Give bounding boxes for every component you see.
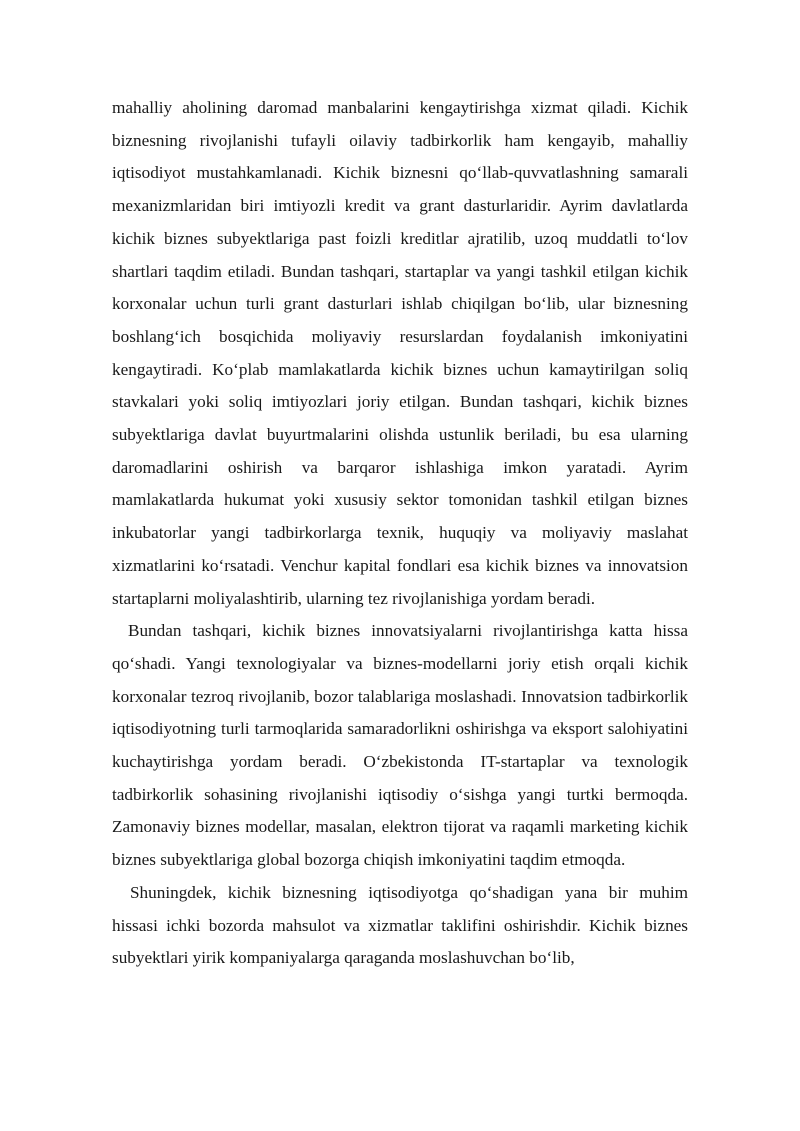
body-text <box>112 92 688 975</box>
paragraph-2: Bundan tashqari, kichik biznes innovatsiyalarni rivojlantirishga katta hissa qo‘shadi. Yangi texnologiyalar va biznes-modellarni joriy etish orqali kichik korxonalar tezroq rivojlanib, bozor talablariga moslashadi. Innovatsion tadbirkorlik iqtisodiyotning turli tarmoqlarida samaradorlikni oshirishga va eksport salohiyatini kuchaytirishga yordam beradi. O‘zbekistonda IT-startaplar va texnologik tadbirkorlik sohasining rivojlanishi iqtisodiy o‘sishga yangi turtki bermoqda. Zamonaviy biznes modellar, masalan, elektron tijorat va raqamli marketing kichik biznes subyektlariga global bozorga chiqish imkoniyatini taqdim etmoqda. <box>112 621 688 870</box>
paragraph-1: mahalliy aholining daromad manbalarini kengaytirishga xizmat qiladi. Kichik biznesning rivojlanishi tufayli oilaviy tadbirkorlik ham kengayib, mahalliy iqtisodiyot mustahkamlanadi. Kichik biznesni qo‘llab-quvvatlashning samarali mexanizmlaridan biri imtiyozli kredit va grant dasturlaridir. Ayrim davlatlarda kichik biznes subyektlariga past foizli kreditlar ajratilib, uzoq muddatli to‘lov shartlari taqdim etiladi. Bundan tashqari, startaplar va yangi tashkil etilgan kichik korxonalar uchun turli grant dasturlari ishlab chiqilgan bo‘lib, ular biznesning boshlang‘ich bosqichida moliyaviy resurslardan foydalanish imkoniyatini kengaytiradi. Ko‘plab mamlakatlarda kichik biznes uchun kamaytirilgan soliq stavkalari yoki soliq imtiyozlari joriy etilgan. Bundan tashqari, kichik biznes subyektlariga davlat buyurtmalarini olishda ustunlik beriladi, bu esa ularning daromadlarini oshirish va barqaror ishlashiga imkon yaratadi. Ayrim mamlakatlarda hukumat yoki xususiy sektor tomonidan tashkil etilgan biznes inkubatorlar yangi tadbirkorlarga texnik, huquqiy va moliyaviy maslahat xizmatlarini ko‘rsatadi. Venchur kapital fondlari esa kichik biznes va innovatsion startaplarni moliyalashtirib, ularning tez rivojlanishiga yordam beradi. <box>112 98 688 608</box>
paragraph-3: Shuningdek, kichik biznesning iqtisodiyotga qo‘shadigan yana bir muhim hissasi ichki bozorda mahsulot va xizmatlar taklifini oshirishdir. Kichik biznes subyektlari yirik kompaniyalarga qaraganda moslashuvchan bo‘lib, <box>112 882 688 968</box>
